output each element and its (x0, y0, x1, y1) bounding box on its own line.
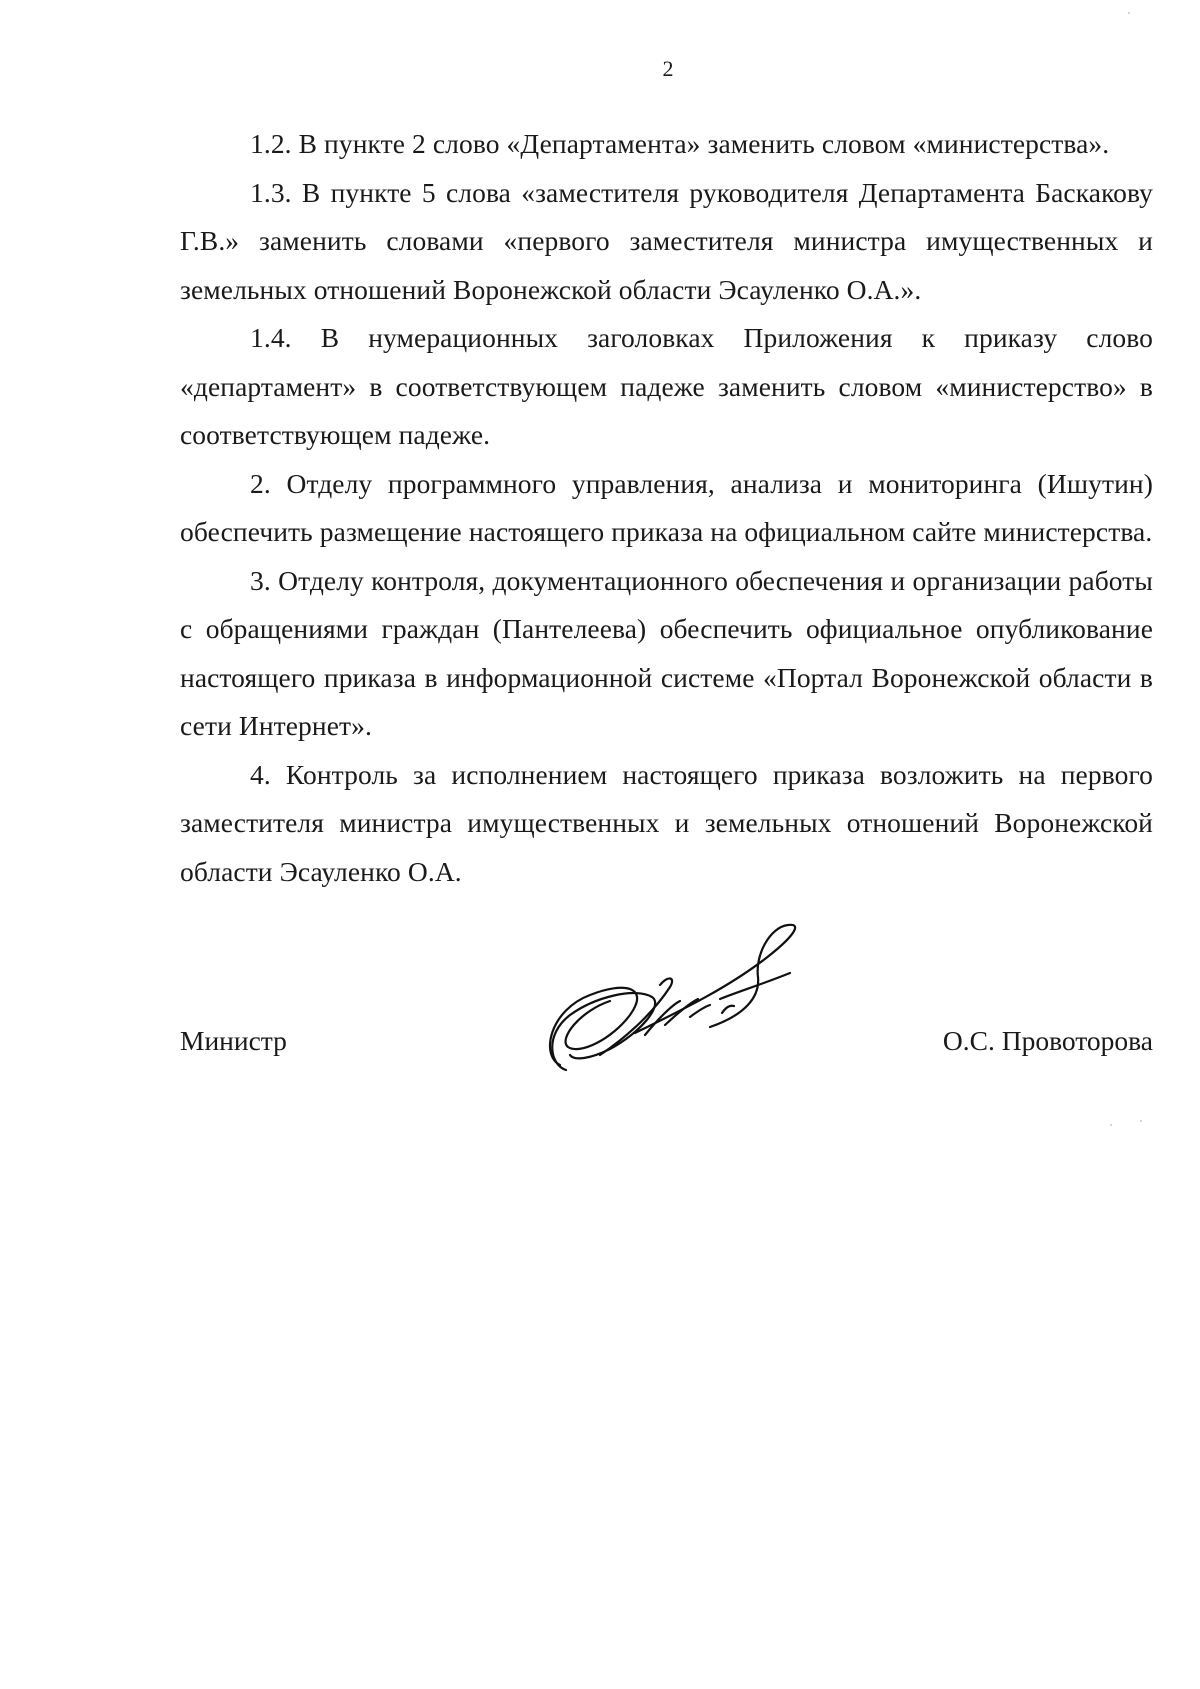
signatory-name: О.С. Провоторова (942, 1025, 1153, 1056)
paragraph-1-3: 1.3. В пункте 5 слова «заместителя руководителя Департамента Баскакову Г.В.» заменить словами «первого заместителя министра имущественных и земельных отношений Воронежской области Эсауленко О.А.». (180, 176, 1153, 305)
signatory-role: Министр (180, 1025, 287, 1056)
paragraph-4: 4. Контроль за исполнением настоящего приказа возложить на первого заместителя министра имущественных и земельных отношений Воронежской области Эсауленко О.А. (180, 758, 1153, 887)
page-number: 2 (662, 56, 674, 81)
signature-block (180, 1010, 1153, 1070)
paragraph-2: 2. Отделу программного управления, анализа и мониторинга (Ишутин) обеспечить размещение настоящего приказа на официальном сайте министерства. (180, 467, 1153, 547)
paragraph-1-4: 1.4. В нумерационных заголовках Приложения к приказу слово «департамент» в соответствующем падеже заменить словом «министерство» в соответствующем падеже. (180, 322, 1153, 450)
paragraph-1-2: 1.2. В пункте 2 слово «Департамента» заменить словом «министерства». (250, 128, 1110, 159)
scan-speck (1110, 1124, 1112, 1126)
paragraph-3: 3. Отделу контроля, документационного обеспечения и организации работы с обращениями граждан (Пантелеева) обеспечить официальное опубликование настоящего приказа в информационной системе «Портал Воронежской области в сети Интернет». (180, 564, 1153, 741)
document-body (180, 120, 1153, 896)
scan-speck (1128, 12, 1130, 14)
scan-speck (1140, 1120, 1142, 1122)
